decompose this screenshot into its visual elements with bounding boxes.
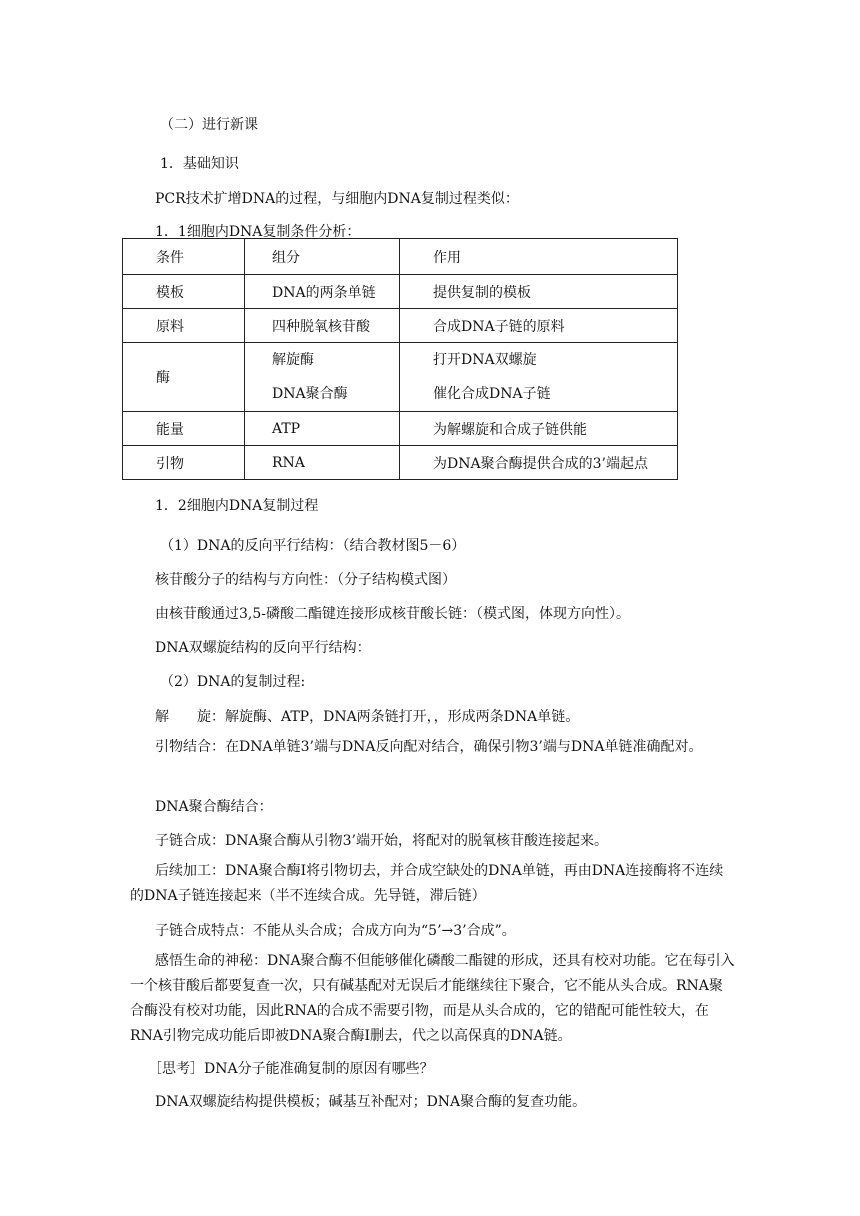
table-row <box>123 446 678 480</box>
paragraph: 子链合成特点：不能从头合成；合成方向为“5’→3’合成”。 <box>155 923 516 939</box>
table-cell: 原料 <box>123 309 245 343</box>
table-cell: 提供复制的模板 <box>400 275 678 309</box>
table-cell: 四种脱氧核苷酸 <box>245 309 400 343</box>
table-row <box>123 412 678 446</box>
paragraph: （1）DNA的反向平行结构：（结合教材图5－6） <box>160 538 466 554</box>
table-cell: 引物 <box>123 446 245 480</box>
paragraph: DNA双螺旋结构提供模板；碱基互补配对；DNA聚合酶的复查功能。 <box>155 1094 587 1110</box>
table-row <box>123 275 678 309</box>
table-cell: 能量 <box>123 412 245 446</box>
paragraph: 解 旋：解旋酶、ATP，DNA两条链打开，，形成两条DNA单链。 <box>155 709 580 725</box>
table-header: 条件 <box>123 239 245 275</box>
paragraph: 引物结合：在DNA单链3’端与DNA反向配对结合，确保引物3’端与DNA单链准确配对。 <box>155 739 703 755</box>
table-cell-line: 解旋酶 <box>272 352 314 368</box>
table-cell: 为DNA聚合酶提供合成的3’端起点 <box>400 446 678 480</box>
table-cell: 模板 <box>123 275 245 309</box>
table-cell: 合成DNA子链的原料 <box>400 309 678 343</box>
table-caption: 1．1细胞内DNA复制条件分析： <box>155 224 361 240</box>
paragraph: （2）DNA的复制过程: <box>160 674 306 690</box>
table-cell-line: DNA聚合酶 <box>272 386 348 402</box>
table-row <box>123 343 678 412</box>
table-cell-line: 打开DNA双螺旋 <box>433 352 537 368</box>
table-cell <box>245 343 400 412</box>
table-cell: DNA的两条单链 <box>245 275 400 309</box>
subsection-heading: 1．2细胞内DNA复制过程 <box>155 498 319 514</box>
table-row <box>123 309 678 343</box>
paragraph: 感悟生命的神秘：DNA聚合酶不但能够催化磷酸二酯键的形成，还具有校对功能。它在每引入一个核苷酸后都要复查一次，只有碱基配对无误后才能继续往下聚合，它不能从头合成。RNA聚合酶没有校对功能，因此RNA的合成不需要引物，而是从头合成的，它的错配可能性较大，在RNA引物完成功能后即被DNA聚合酶Ⅰ删去，代之以高保真的DNA链。 <box>130 953 735 1044</box>
table-cell: 为解螺旋和合成子链供能 <box>400 412 678 446</box>
paragraph: 子链合成：DNA聚合酶从引物3’端开始，将配对的脱氧核苷酸连接起来。 <box>155 833 608 849</box>
table-header: 组分 <box>245 239 400 275</box>
table-cell: RNA <box>245 446 400 480</box>
table-header: 作用 <box>400 239 678 275</box>
paragraph: DNA聚合酶结合： <box>155 799 273 815</box>
condition-table <box>122 238 678 480</box>
table-cell <box>400 343 678 412</box>
table-header-row <box>123 239 678 275</box>
paragraph: ［思考］DNA分子能准确复制的原因有哪些？ <box>148 1061 434 1077</box>
section-title: （二）进行新课 <box>160 117 258 133</box>
table-cell-line: 催化合成DNA子链 <box>433 386 551 402</box>
paragraph: 由核苷酸通过3,5-磷酸二酯键连接形成核苷酸长链：（模式图，体现方向性）。 <box>155 606 630 622</box>
table-cell: 酶 <box>123 343 245 412</box>
paragraph: 后续加工：DNA聚合酶Ⅰ将引物切去，并合成空缺处的DNA单链，再由DNA连接酶将不连续的DNA子链连接起来（半不连续合成。先导链，滞后链） <box>130 863 724 904</box>
paragraph: 核苷酸分子的结构与方向性：（分子结构模式图） <box>155 572 456 588</box>
subsection-heading: 1．基础知识 <box>160 156 239 172</box>
intro-line: PCR技术扩增DNA的过程，与细胞内DNA复制过程类似： <box>155 191 519 207</box>
table-cell: ATP <box>245 412 400 446</box>
paragraph: DNA双螺旋结构的反向平行结构： <box>155 640 371 656</box>
